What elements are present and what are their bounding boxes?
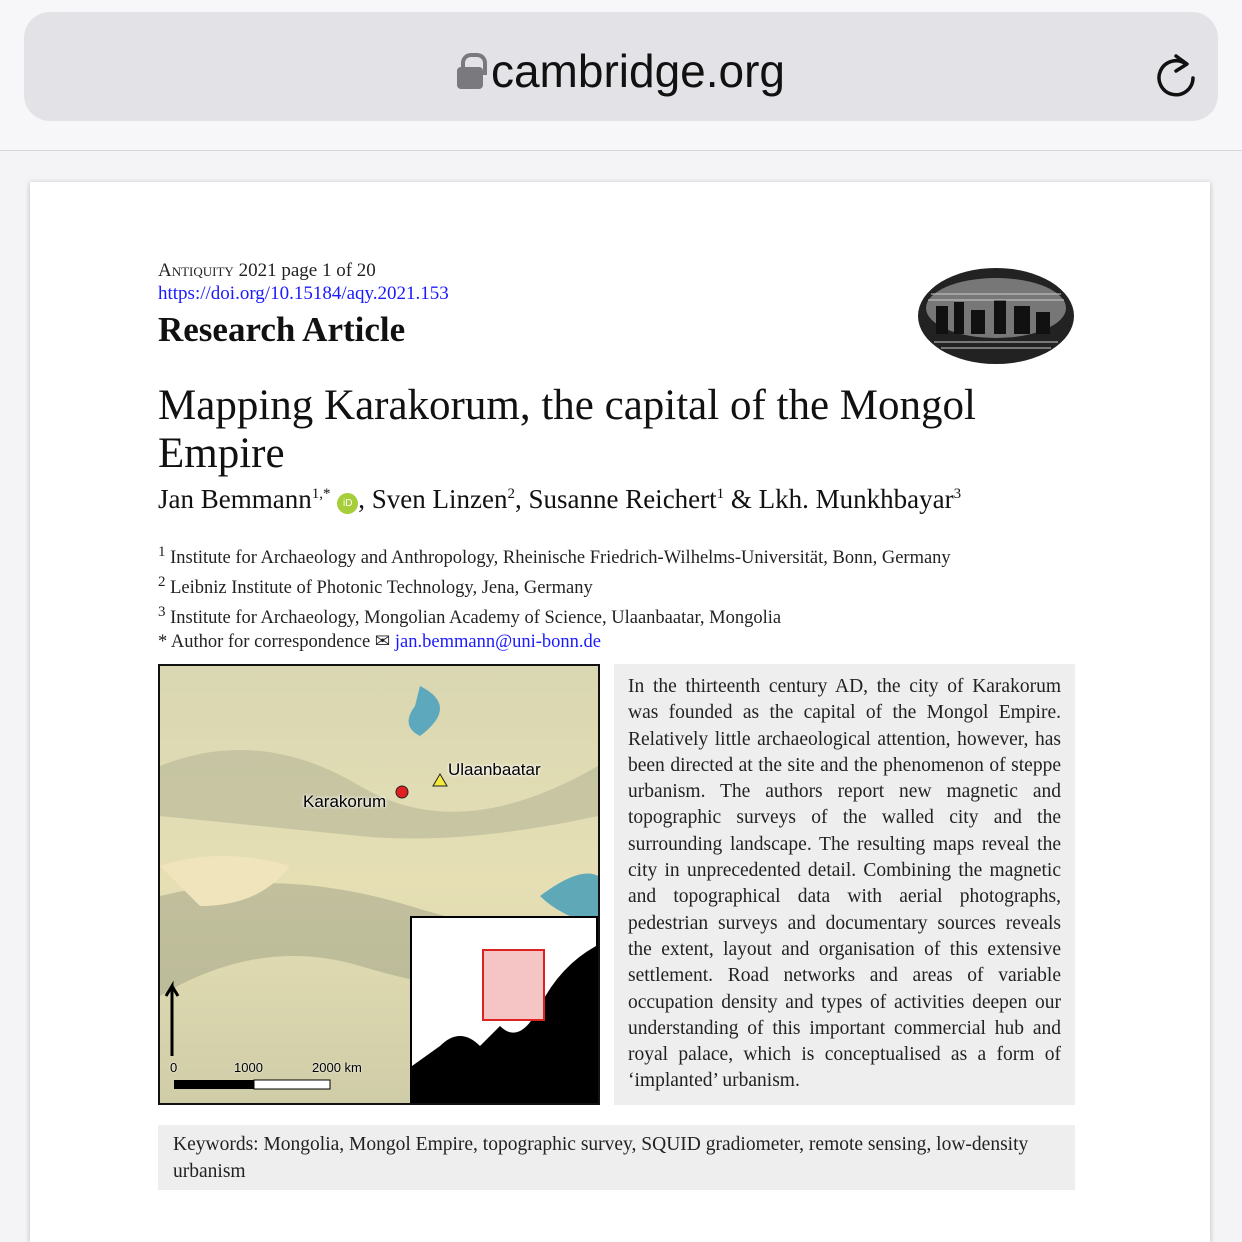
affiliations: [158, 540, 951, 654]
scale-label: 1000: [234, 1060, 263, 1075]
journal-line: [158, 260, 376, 282]
affiliation: [158, 540, 951, 570]
article-type: Research Article: [158, 310, 406, 349]
aff-text: Institute for Archaeology and Anthropology, Rheinische Friedrich-Wilhelms-Universität, Bonn, Germany: [170, 548, 951, 569]
article-title: Mapping Karakorum, the capital of the Mongol Empire: [158, 382, 976, 477]
scale-label: 0: [170, 1060, 178, 1075]
aff-text: Institute for Archaeology, Mongolian Academy of Science, Ulaanbaatar, Mongolia: [170, 608, 782, 629]
journal-meta: 2021 page 1 of 20: [233, 260, 376, 281]
address-bar[interactable]: [24, 12, 1218, 121]
author-sup: 2: [507, 486, 515, 502]
affiliation: [158, 570, 951, 600]
doi-link[interactable]: https://doi.org/10.15184/aqy.2021.153: [158, 283, 449, 304]
author-name[interactable]: , Susanne Reichert: [514, 484, 717, 514]
author-list: [158, 484, 961, 515]
aff-num: 1: [158, 544, 166, 560]
karakorum-label: Karakorum: [303, 792, 387, 811]
location-map: [158, 664, 600, 1105]
scale-label: 2000 km: [312, 1060, 362, 1075]
author-sup: 3: [953, 486, 962, 502]
correspondence: [158, 630, 951, 654]
correspondence-label: * Author for correspondence ✉: [158, 632, 395, 653]
journal-name: Antiquity: [158, 260, 234, 281]
author-sup: 1,*: [311, 486, 331, 502]
antiquity-logo: [916, 266, 1076, 366]
reload-icon[interactable]: [1152, 52, 1200, 100]
aff-num: 3: [158, 604, 166, 621]
abstract: In the thirteenth century AD, the city of Karakorum was founded as the capital of the Mongol Empire. Relatively little archaeological attention, however, has been directed at the site and the phenomenon of steppe urbanism. The authors report new magnetic and topographic surveys of the walled city and the surrounding landscape. The resulting maps reveal the city in unprecedented detail. Combining the magnetic and topographical data with aerial photographs, pedestrian surveys and documentary sources reveals the extent, layout and organisation of this extensive settlement. Road networks and areas of variable occupation density and types of activities deepen our understanding of this important commercial hub and royal palace, which is conceptualised as a form of ‘implanted’ urbanism.: [614, 664, 1075, 1105]
ulaanbaatar-label: Ulaanbaatar: [448, 760, 541, 779]
author-name[interactable]: Jan Bemmann: [158, 484, 312, 514]
aff-num: 2: [158, 574, 166, 591]
author-sup: 1: [716, 486, 725, 502]
author-name[interactable]: & Lkh. Munkhbayar: [724, 484, 954, 514]
lock-icon: [457, 67, 483, 89]
keywords: Keywords: Mongolia, Mongol Empire, topographic survey, SQUID gradiometer, remote sensing, low-density urbanism: [158, 1125, 1075, 1190]
orcid-icon[interactable]: iD: [337, 493, 358, 514]
url-text: cambridge.org: [490, 45, 786, 97]
aff-text: Leibniz Institute of Photonic Technology, Jena, Germany: [170, 578, 593, 599]
affiliation: [158, 600, 951, 630]
author-name[interactable]: , Sven Linzen: [358, 484, 508, 514]
pdf-page: [30, 182, 1210, 1242]
browser-toolbar: [0, 0, 1242, 151]
email-link[interactable]: jan.bemmann@uni-bonn.de: [394, 632, 602, 653]
map-graphic: [160, 666, 598, 1103]
